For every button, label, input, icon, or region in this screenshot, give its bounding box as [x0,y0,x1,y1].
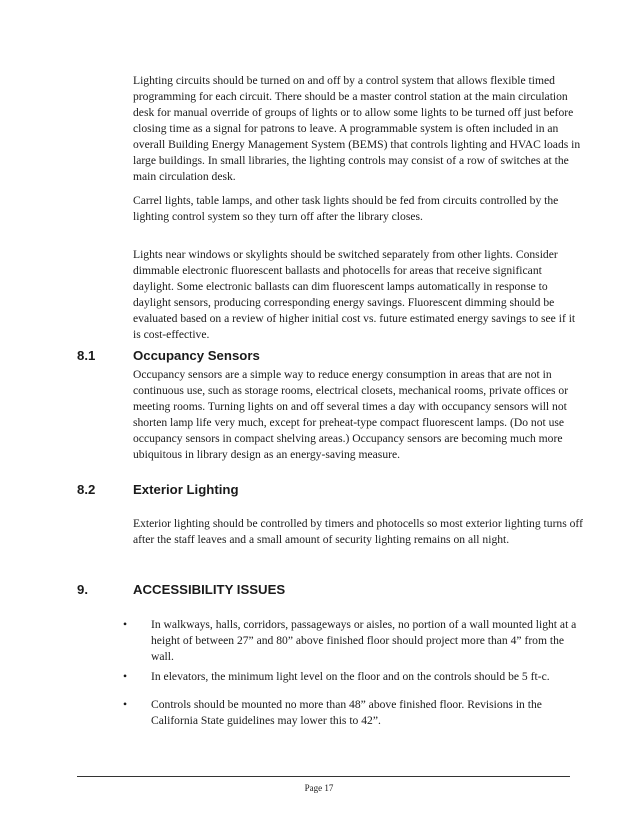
footer-divider [77,776,570,777]
paragraph-daylight-switching: Lights near windows or skylights should be switched separately from other lights. Consider dimmable electronic fluorescent ballasts and photocells for areas that receive significant daylight. Some electronic ballasts can dim fluorescent lamps automatically in response to daylight sensors, producing corresponding energy savings. Fluorescent dimming should be evaluated based on a review of higher initial cost vs. future estimated energy savings to see if it is cost-effective. [133,248,576,341]
bullet-text: Controls should be mounted no more than 48” above finished floor. Revisions in the California State guidelines may lower this to 42”. [151,698,542,727]
bullet-text: In walkways, halls, corridors, passageways or aisles, no portion of a wall mounted light at a height of between 27” and 80” above finished floor should project more than 4” from the wall. [151,618,577,663]
paragraph-lighting-controls: Lighting circuits should be turned on and off by a control system that allows flexible timed programming for each circuit. There should be a master control station at the main circulation desk for manual override of groups of lights or to allow some lights to be turned off just before closing time as a signal for patrons to leave. A programmable system is often included in an overall Building Energy Management System (BEMS) that controls lighting and HVAC loads in large buildings. In small libraries, the lighting controls may consist of a row of switches at the main circulation desk. [133,74,581,183]
paragraph-task-lights: Carrel lights, table lamps, and other task lights should be fed from circuits controlled by the lighting control system so they turn off after the library closes. [133,194,559,223]
bullet-icon: • [122,670,128,683]
section-9-title: ACCESSIBILITY ISSUES [133,582,286,597]
section-8-1-number: 8.1 [77,348,96,363]
bullet-icon: • [122,698,128,711]
section-8-2-body: Exterior lighting should be controlled by timers and photocells so most exterior lighting turns off after the staff leaves and a small amount of security lighting remains on all night. [133,517,583,546]
section-8-2-number: 8.2 [77,482,96,497]
section-8-1-title: Occupancy Sensors [133,348,260,363]
bullet-icon: • [122,618,128,631]
section-8-2-title: Exterior Lighting [133,482,239,497]
bullet-text: In elevators, the minimum light level on the floor and on the controls should be 5 ft-c. [151,670,550,683]
section-8-1-body: Occupancy sensors are a simple way to reduce energy consumption in areas that are not in continuous use, such as storage rooms, electrical closets, mechanical rooms, private offices or meeting rooms. Turning lights on and off several times a day with occupancy sensors will not shorten lamp life very much, except for preheat-type compact fluorescent lamps. (Do not use occupancy sensors in compact shelving areas.) Occupancy sensors are becoming much more ubiquitous in library design as an energy-saving measure. [133,368,569,461]
section-9-number: 9. [77,582,88,597]
page-number: Page 17 [304,783,334,793]
